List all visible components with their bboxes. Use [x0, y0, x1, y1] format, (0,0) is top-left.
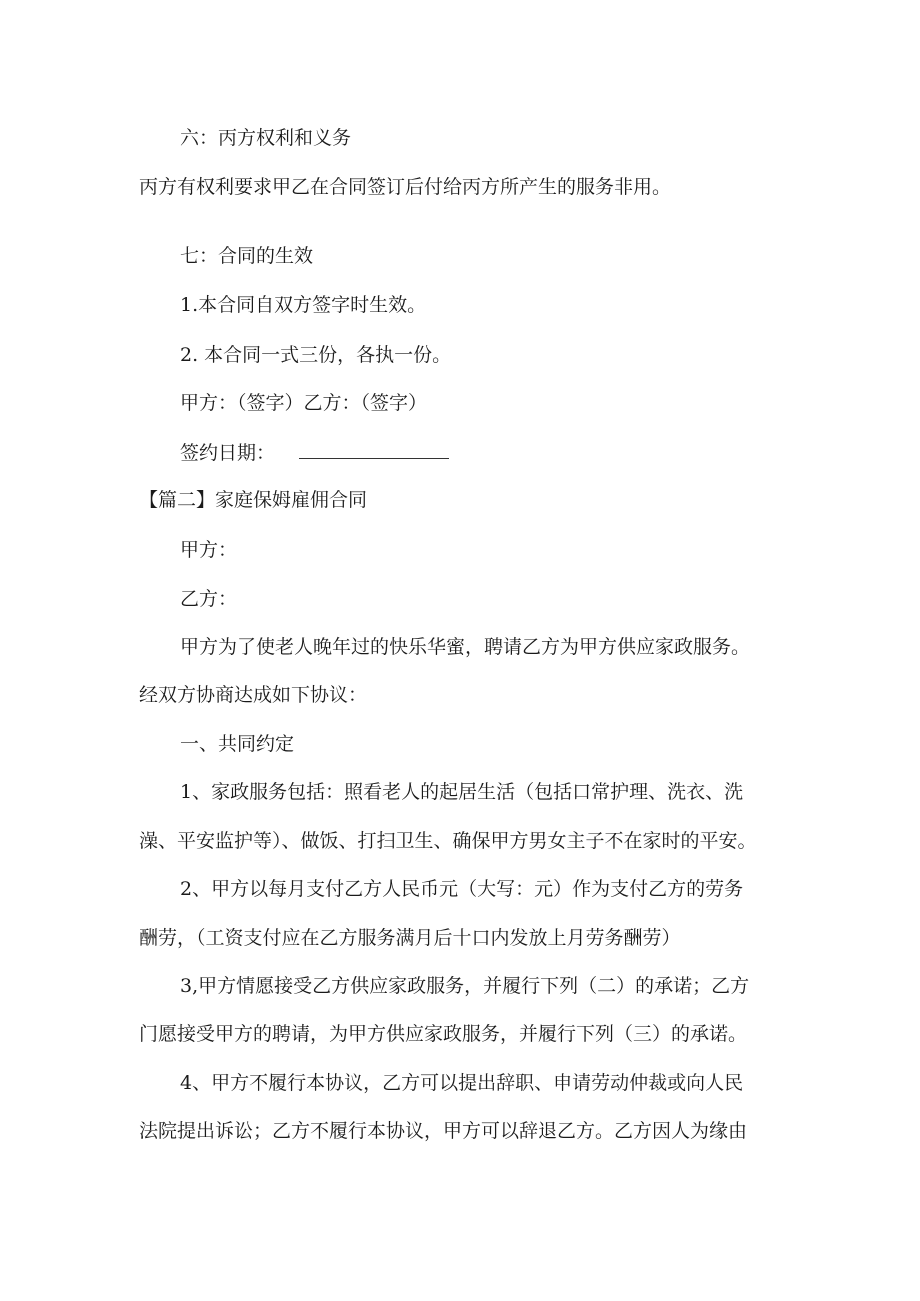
party-a-label: 甲方：: [180, 539, 238, 561]
item2-line-2: 酬劳，（工资支付应在乙方服务满月后十口内发放上月劳务酬劳）: [139, 927, 681, 949]
section7-heading: 七：合同的生效: [180, 245, 314, 267]
sign-date-label: 签约日期：: [180, 442, 276, 464]
sign-date-blank: [299, 440, 449, 459]
item3-line-2: 门愿接受甲方的聘请，为甲方供应家政服务，并履行下列（三）的承诺。: [139, 1023, 748, 1045]
signature-line: 甲方：（签字）乙方：（签字）: [180, 392, 428, 414]
section6-body: 丙方有权利要求甲乙在合同签订后付给丙方所产生的服务非用。: [139, 176, 672, 198]
section1-heading: 一、共同约定: [180, 733, 295, 755]
party-b-label: 乙方：: [180, 588, 238, 610]
item2-line-1: 2、甲方以每月支付乙方人民币元（大写：元）作为支付乙方的劳务: [180, 878, 744, 900]
item4-line-1: 4、甲方不履行本协议，乙方可以提出辞职、申请劳动仲裁或向人民: [180, 1072, 744, 1094]
section6-heading: 六：丙方权利和义务: [180, 127, 352, 149]
item1-line-2: 澡、平安监护等）、做饭、打扫卫生、确保甲方男女主子不在家时的平安。: [139, 830, 757, 852]
article2-title: 【篇二】家庭保姆雇佣合同: [139, 489, 368, 511]
intro-line-2: 经双方协商达成如下协议：: [139, 684, 368, 706]
section7-item-1: 1.本合同自双方签字时生效。: [180, 294, 427, 316]
sign-date-row: [180, 440, 449, 465]
section7-item-2: 2. 本合同一式三份，各执一份。: [180, 344, 452, 366]
item4-line-2: 法院提出诉讼；乙方不履行本协议，甲方可以辞退乙方。乙方因人为缘由: [139, 1120, 748, 1142]
item1-line-1: 1、家政服务包括：照看老人的起居生活（包括口常护理、洗衣、洗: [180, 781, 744, 803]
intro-line-1: 甲方为了使老人晚年过的快乐华蜜，聘请乙方为甲方供应家政服务。: [180, 636, 751, 658]
item3-line-1: 3,甲方情愿接受乙方供应家政服务，并履行下列（二）的承诺；乙方: [180, 975, 750, 997]
